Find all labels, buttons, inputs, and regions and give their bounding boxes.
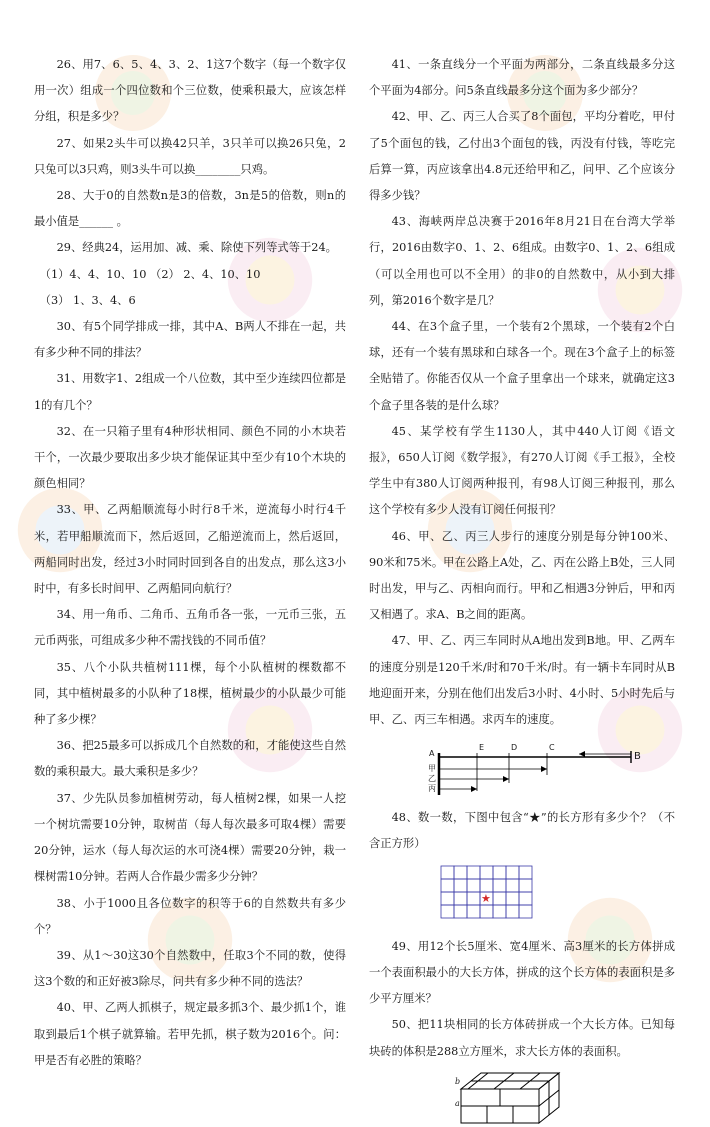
fig47-label-yi: 乙: [428, 774, 436, 784]
question-49: 49、用12个长5厘米、宽4厘米、高3厘米的长方体拼成一个表面积最小的大长方体，拼成的这个长方体的表面积是多少平方厘米？: [369, 939, 675, 1006]
fig47-label-c: C: [549, 743, 555, 753]
grid-cell: [441, 905, 454, 918]
question-42: 42、甲、乙、丙三人合买了8个面包，平均分着吃，甲付了5个面包的钱，乙付出3个面包的钱，丙没有付钱，等吃完后算一算，丙应该拿出4.8元还给甲和乙，问甲、乙个应该分得多少钱？: [369, 110, 675, 203]
grid-cell: [441, 879, 454, 892]
question-31: 31、用数字1、2组成一个八位数，其中至少连续四位都是1的有几个？: [34, 372, 346, 412]
question-50: 50、把11块相同的长方体砖拼成一个大长方体。已知每块砖的体积是288立方厘米，求大长方体的表面积。: [369, 1018, 675, 1058]
grid-cell: [506, 866, 519, 879]
question-33: 33、甲、乙两船顺流每小时行8千米，逆流每小时行4千米，若甲船顺流而下，然后返回，乙船逆流而上，然后返回，两船同时出发，经过3小时同时回到各自的出发点，那么这3小时中，有多长时间甲、乙两船同向航行？: [34, 503, 346, 596]
grid-cell: [493, 866, 506, 879]
question-28: 28、大于0的自然数n是3的倍数，3n是5的倍数，则n的最小值是______ 。: [34, 189, 346, 229]
grid-cell: [519, 879, 532, 892]
question-29-line-2: （3） 1、3、4、6: [39, 293, 136, 307]
grid-cell: [519, 905, 532, 918]
grid-cell: [454, 879, 467, 892]
fig47-label-d: D: [511, 743, 518, 753]
fig47-label-a: A: [429, 749, 435, 759]
fig47-label-b: B: [634, 751, 641, 763]
figure-50-bricks: [369, 1067, 675, 1127]
question-38: 38、小于1000且各位数字的积等于6的自然数共有多少个？: [34, 896, 346, 936]
question-27: 27、如果2头牛可以换42只羊，3只羊可以换26只兔，2只兔可以3只鸡，则3头牛可以换________只鸡。: [34, 136, 346, 176]
grid-cell: [519, 892, 532, 905]
figure-48-grid: [369, 860, 675, 930]
grid-cell: [506, 879, 519, 892]
question-41: 41、一条直线分一个平面为两部分，二条直线最多分这个平面为4部分。问5条直线最多分这个面为多少部分？: [369, 58, 675, 98]
grid-cell: [454, 892, 467, 905]
grid-cell: [441, 866, 454, 879]
grid-cell: [467, 879, 480, 892]
fig47-label-e: E: [479, 743, 485, 753]
grid-cell: [467, 905, 480, 918]
grid-cell: [506, 892, 519, 905]
question-47: 47、甲、乙、丙三车同时从A地出发到B地。甲、乙两车的速度分别是120千米/时和70千米/时。有一辆卡车同时从B地迎面开来，分别在他们出发后3小时、4小时、5小时先后与甲、乙、丙三车相遇。求丙车的速度。: [369, 634, 675, 727]
question-26: 26、用7、6、5、4、3、2、1这7个数字（每一个数字仅用一次）组成一个四位数和个三位数，使乘积最大，应该怎样分组，积是多少？: [34, 58, 346, 124]
star-icon: ★: [481, 891, 491, 905]
question-32: 32、在一只箱子里有4种形状相同、颜色不同的小木块若干个，一次最少要取出多少块才能保证其中至少有10个木块的颜色相同？: [34, 424, 346, 491]
fig47-label-jia: 甲: [428, 764, 436, 774]
question-48: 48、数一数，下图中包含“★”的长方形有多少个？（不含正方形）: [369, 811, 675, 851]
figure-47-diagram: [369, 737, 675, 799]
right-column: [369, 52, 675, 1127]
figure-48: [369, 860, 675, 930]
fig47-label-bing: 丙: [428, 784, 436, 794]
figure-50: [369, 1067, 675, 1127]
question-39: 39、从1～30这30个自然数中，任取3个不同的数，使得这3个数的和正好被3除尽，问共有多少种不同的选法？: [34, 948, 346, 989]
question-44: 44、在3个盒子里，一个装有2个黑球，一个装有2个白球，还有一个装有黑球和白球各一个。现在3个盒子上的标签全贴错了。你能否仅从一个盒子里拿出一个球来，就确定这3个盒子里各装的是什么球？: [369, 320, 675, 412]
fig50-label-b: b: [455, 1076, 461, 1086]
grid-cell: [506, 905, 519, 918]
question-29-line-1: （1）4、4、10、10 （2） 2、4、10、10: [39, 267, 261, 281]
question-45: 45、某学校有学生1130人，其中440人订阅《语文报》，650人订阅《数学报》，有270人订阅《手工报》，全校学生中有380人订阅两种报刊，有98人订阅三种报刊，那么这个学校有多少人没有订阅任何报刊？: [369, 424, 675, 517]
grid-cell: [454, 866, 467, 879]
grid-cell: [493, 892, 506, 905]
question-35: 35、八个小队共植树111棵，每个小队植树的棵数都不同，其中植树最多的小队种了18棵，植树最少的小队最少可能种了多少棵？: [34, 660, 346, 727]
grid-cell: [467, 866, 480, 879]
grid-cell: [454, 905, 467, 918]
question-34: 34、用一角币、二角币、五角币各一张，一元币三张，五元币两张，可组成多少种不需找钱的不同币值？: [34, 608, 346, 648]
question-43: 43、海峡两岸总决赛于2016年8月21日在台湾大学举行，2016由数字0、1、2、6组成。由数字0、1、2、6组成（可以全用也可以不全用）的非0的自然数中，从小到大排列，第2016个数字是几？: [369, 215, 675, 307]
question-30: 30、有5个同学排成一排，其中A、B两人不排在一起，共有多少种不同的排法？: [34, 320, 346, 360]
figure-47: [369, 737, 675, 799]
grid-cell: [480, 905, 493, 918]
question-29: 29、经典24，运用加、减、乘、除使下列等式等于24。: [56, 241, 337, 255]
grid-cell: [441, 892, 454, 905]
grid-cell: [493, 879, 506, 892]
fig50-label-a: a: [455, 1098, 460, 1108]
grid-cell: [467, 892, 480, 905]
question-46: 46、甲、乙、丙三人步行的速度分别是每分钟100米、90米和75米。甲在公路上A处，乙、丙在公路上B处，三人同时出发，甲与乙、丙相向而行。甲和乙相遇3分钟后，甲和丙又相遇了。求A、B之间的距离。: [369, 529, 675, 622]
left-column: [34, 52, 346, 1074]
grid-cell: [493, 905, 506, 918]
grid-cell: [480, 866, 493, 879]
question-36: 36、把25最多可以拆成几个自然数的和，才能使这些自然数的乘积最大。最大乘积是多少？: [34, 739, 346, 779]
grid-cell: [480, 879, 493, 892]
grid-cell: [519, 866, 532, 879]
question-37: 37、少先队员参加植树劳动，每人植树2棵，如果一人挖一个树坑需要10分钟，取树苗（每人每次最多可取4棵）需要20分钟，运水（每人每次运的水可浇4棵）需要20分钟，栽一棵树需10分钟。若两人合作最少需多少分钟？: [34, 791, 346, 884]
question-40: 40、甲、乙两人抓棋子，规定最多抓3个、最少抓1个，谁取到最后1个棋子就算输。若甲先抓，棋子数为2016个。问：甲是否有必胜的策略？: [34, 1001, 346, 1067]
